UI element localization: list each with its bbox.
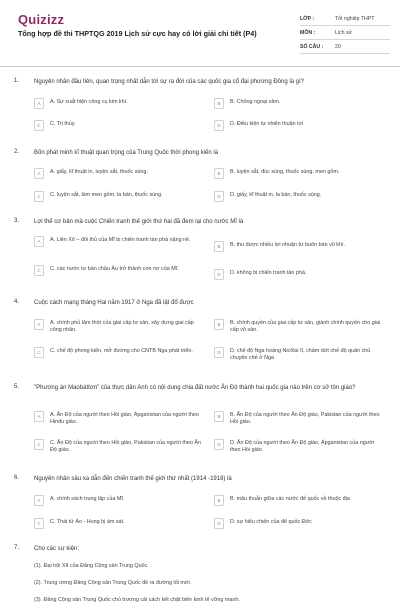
meta-label: MÔN : (300, 29, 316, 36)
option-text: A. chính sách trung lập của Mĩ. (50, 496, 125, 502)
option-text: B. chính quyền của giai cấp tư sản, giành chính quyền cho giai cấp vô sản. (230, 320, 381, 333)
meta-value: 20 (335, 43, 341, 50)
option-letter-badge: C (34, 439, 44, 450)
question-number: 6. (14, 475, 20, 481)
meta-label: SỐ CÂU : (300, 43, 324, 50)
option-letter-badge: D (214, 439, 224, 450)
option-d[interactable] (214, 269, 384, 280)
option-c[interactable] (34, 191, 204, 202)
option-letter-badge: D (214, 191, 224, 202)
option-c[interactable] (34, 439, 204, 454)
question-text: Lợi thế cơ bản mà cuộc Chiến tranh thế giới thứ hai đã đem lại cho nước Mĩ là (34, 219, 244, 225)
option-text: A. Ấn Độ của người theo Hồi giáo, Ápganixtan của người theo Hindu giáo. (50, 412, 199, 425)
option-letter-badge: B (214, 98, 224, 109)
option-letter-badge: C (34, 518, 44, 529)
option-text: D. Ấn Độ của người theo Ấn Độ giáo, Ápganixtan của người theo Hồi giáo (230, 440, 375, 453)
option-d[interactable] (214, 191, 384, 202)
meta-value: Lịch sử (335, 29, 353, 36)
question-text: Cuộc cách mạng tháng Hai năm 1917 ở Nga đã lật đổ được (34, 300, 194, 306)
option-letter-badge: D (214, 347, 224, 358)
option-text: D. Điều kiện tự nhiên thuận lợi (230, 121, 304, 127)
option-text: C. chế độ phong kiến, mở đường cho CNTB Nga phát triển. (50, 348, 193, 354)
event-item: (3). Đảng Cộng sản Trung Quốc chủ trương cải cách kết chặt biên kinh tế vững mạnh. (34, 597, 240, 603)
option-letter-badge: B (214, 319, 224, 330)
option-a[interactable] (34, 168, 204, 179)
event-item: (2). Trung ương Đảng Cộng sản Trung Quốc đề ra đường lối mới. (34, 580, 192, 586)
option-letter-badge: A (34, 168, 44, 179)
question-number: 5. (14, 384, 20, 390)
question-number: 7. (14, 545, 20, 551)
option-text: B. thu được nhiều lợi nhuận từ buôn bán vũ khí. (230, 242, 345, 248)
option-a[interactable] (34, 411, 204, 426)
option-letter-badge: B (214, 241, 224, 252)
option-c[interactable] (34, 120, 204, 131)
meta-row-class (300, 12, 390, 26)
meta-table (300, 12, 390, 54)
question-text: Nguyên nhân đầu tiên, quan trọng nhất dẫn tới sự ra đời của các quốc gia cổ đại phương Đông là gì? (34, 79, 305, 85)
question-number: 2. (14, 149, 20, 155)
option-letter-badge: C (34, 120, 44, 131)
option-text: A. chính phủ lâm thời của giai cấp tư sản, xây dựng giai cấp công nhân. (50, 320, 194, 333)
meta-value: Tốt nghiệp THPT (335, 15, 375, 22)
question-number: 3. (14, 218, 20, 224)
option-letter-badge: B (214, 168, 224, 179)
option-b[interactable] (214, 495, 384, 506)
option-d[interactable] (214, 347, 384, 362)
option-c[interactable] (34, 347, 204, 358)
option-b[interactable] (214, 319, 384, 334)
option-text: B. mâu thuẫn giữa các nước đế quốc về thuộc địa (230, 496, 350, 502)
option-letter-badge: A (34, 495, 44, 506)
option-b[interactable] (214, 98, 384, 109)
question-text: "Phương án Maobáttơn" của thực dân Anh có nội dung chia đất nước Ấn Độ thành hai quốc gia nào trên cơ sở tôn giáo? (34, 385, 356, 391)
option-text: A. giấy, kĩ thuật in, luyện sắt, thuốc súng. (50, 169, 148, 175)
option-letter-badge: A (34, 236, 44, 247)
option-letter-badge: D (214, 269, 224, 280)
question-text: Cho các sự kiện: (34, 546, 80, 552)
option-letter-badge: A (34, 98, 44, 109)
option-text: B. Ấn Độ của người theo Ấn Độ giáo, Pakistan của người theo Hồi giáo. (230, 412, 380, 425)
page-header (0, 0, 400, 64)
option-text: C. luyện sắt, làm men gốm, la bàn, thuốc súng. (50, 192, 163, 198)
option-text: C. Thái tử Áo - Hung bị ám sát. (50, 519, 125, 525)
option-b[interactable] (214, 168, 384, 179)
meta-label: LỚP : (300, 15, 315, 22)
option-d[interactable] (214, 439, 384, 454)
option-letter-badge: C (34, 191, 44, 202)
option-letter-badge: A (34, 319, 44, 330)
option-letter-badge: D (214, 518, 224, 529)
option-text: B. Chống ngoại xâm. (230, 99, 281, 105)
option-letter-badge: B (214, 495, 224, 506)
option-letter-badge: A (34, 411, 44, 422)
option-a[interactable] (34, 98, 204, 109)
option-text: D. sự hiếu chiến của đế quốc Đức (230, 519, 312, 525)
meta-row-count (300, 40, 390, 54)
document-title: Tổng hợp đề thi THPTQG 2019 Lịch sử cực hay có lời giải chi tiết (P4) (18, 29, 257, 38)
option-a[interactable] (34, 319, 204, 334)
option-d[interactable] (214, 120, 384, 131)
option-text: A. Liên Xô – đối thủ của Mĩ bị chiến tranh tàn phá nặng nề. (50, 237, 191, 243)
option-text: A. Sự xuất hiện công cụ kim khí. (50, 99, 128, 105)
header-divider (0, 66, 400, 67)
option-c[interactable] (34, 518, 204, 529)
option-d[interactable] (214, 518, 384, 529)
question-number: 4. (14, 299, 20, 305)
option-b[interactable] (214, 241, 384, 252)
meta-row-subject (300, 26, 390, 40)
option-a[interactable] (34, 236, 204, 247)
option-text: D. chế độ Nga hoàng Nicôlai II, chấm dứt chế độ quân chủ chuyên chế ở Nga (230, 348, 371, 361)
option-letter-badge: D (214, 120, 224, 131)
option-b[interactable] (214, 411, 384, 426)
option-text: D. không bị chiến tranh tàn phá. (230, 270, 307, 276)
option-c[interactable] (34, 265, 204, 276)
option-text: C. Trị thủy. (50, 121, 76, 127)
option-text: C. các nước tư bản châu Âu trở thành con nợ của Mĩ. (50, 266, 179, 272)
question-text: Bốn phát minh kĩ thuật quan trọng của Trung Quốc thời phong kiến là (34, 150, 219, 156)
option-a[interactable] (34, 495, 204, 506)
option-text: D. giấy, kĩ thuật in, la bàn, thuốc súng. (230, 192, 322, 198)
event-item: (1). Đại hội XII của Đảng Cộng sản Trung Quốc. (34, 563, 149, 569)
option-text: C. Ấn Độ của người theo Hồi giáo, Pakistan của người theo Ấn Độ giáo. (50, 440, 201, 453)
brand-logo[interactable]: Quizizz (18, 12, 65, 27)
question-text: Nguyên nhân sâu xa dẫn đến chiến tranh thế giới thứ nhất (1914 -1918) là (34, 476, 232, 482)
option-letter-badge: C (34, 265, 44, 276)
option-letter-badge: C (34, 347, 44, 358)
option-letter-badge: B (214, 411, 224, 422)
option-text: B. luyện sắt, đúc súng, thuốc súng, men gốm. (230, 169, 340, 175)
question-number: 1. (14, 78, 20, 84)
